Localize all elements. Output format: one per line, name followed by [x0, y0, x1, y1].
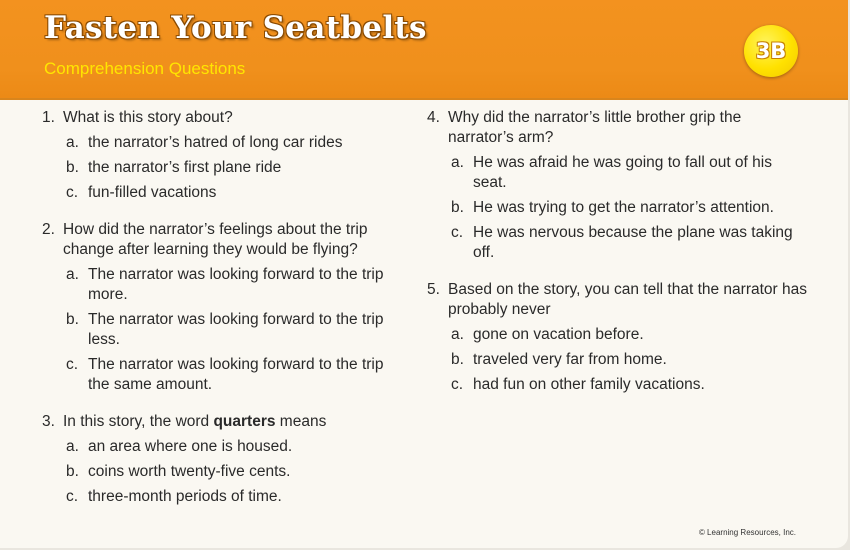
option-b: [42, 158, 387, 178]
card-badge: 3B: [744, 25, 798, 77]
question-text: [63, 412, 387, 432]
option-text: traveled very far from home.: [473, 351, 667, 368]
option-text: The narrator was looking forward to the trip less.: [88, 311, 384, 348]
vocabulary-word: quarters: [213, 413, 276, 430]
question-4: [427, 108, 807, 263]
option-a: [42, 133, 387, 153]
answer-options: [42, 437, 387, 507]
option-b: [427, 198, 807, 218]
question-2: [42, 220, 387, 395]
question-text: How did the narrator’s feelings about the trip change after learning they would be flying?: [63, 221, 368, 258]
option-letter: a.: [66, 134, 79, 151]
option-letter: c.: [66, 356, 79, 373]
option-text: The narrator was looking forward to the trip more.: [88, 266, 384, 303]
question-text: What is this story about?: [63, 109, 233, 126]
question-3: [42, 412, 387, 507]
question-text-start: In this story, the word: [63, 413, 214, 430]
option-text: gone on vacation before.: [473, 326, 644, 343]
question-number: 4.: [427, 109, 440, 126]
option-text: fun-filled vacations: [88, 184, 217, 201]
option-text: The narrator was looking forward to the trip the same amount.: [88, 356, 384, 393]
option-text: He was afraid he was going to fall out of his seat.: [473, 154, 772, 191]
option-text: He was nervous because the plane was taking off.: [473, 224, 793, 261]
option-letter: b.: [66, 311, 79, 328]
option-text: had fun on other family vacations.: [473, 376, 705, 393]
option-text: coins worth twenty-five cents.: [88, 463, 291, 480]
option-letter: b.: [451, 351, 464, 368]
option-letter: a.: [451, 154, 464, 171]
question-number: 5.: [427, 281, 440, 298]
option-text: the narrator’s hatred of long car rides: [88, 134, 343, 151]
option-b: [42, 462, 387, 482]
card-subtitle: Comprehension Questions: [44, 59, 246, 78]
option-letter: b.: [451, 199, 464, 216]
option-c: [427, 375, 807, 395]
question-text: Based on the story, you can tell that the narrator has probably never: [448, 281, 808, 318]
option-letter: b.: [66, 463, 79, 480]
option-a: [42, 437, 387, 457]
option-text: an area where one is housed.: [88, 438, 293, 455]
answer-options: [42, 265, 387, 395]
option-letter: a.: [451, 326, 464, 343]
option-text: He was trying to get the narrator’s attention.: [473, 199, 774, 216]
option-letter: b.: [66, 159, 79, 176]
option-c: [427, 223, 807, 263]
option-c: [42, 355, 387, 395]
card-title: Fasten Your Seatbelts: [44, 10, 427, 46]
question-5: [427, 280, 807, 395]
question-text-end: means: [275, 413, 327, 430]
option-text: the narrator’s first plane ride: [88, 159, 282, 176]
option-letter: c.: [66, 184, 79, 201]
option-b: [42, 310, 387, 350]
right-column: [427, 108, 807, 412]
option-a: [427, 153, 807, 193]
question-number: 3.: [42, 413, 55, 430]
question-1: [42, 108, 387, 203]
answer-options: [427, 325, 807, 395]
option-text: three-month periods of time.: [88, 488, 282, 505]
option-letter: a.: [66, 266, 79, 283]
option-letter: a.: [66, 438, 79, 455]
question-number: 1.: [42, 109, 55, 126]
copyright-notice: © Learning Resources, Inc.: [698, 528, 796, 537]
question-text: Why did the narrator’s little brother grip the narrator’s arm?: [448, 109, 742, 146]
card-header: [0, 0, 848, 100]
answer-options: [427, 153, 807, 263]
option-b: [427, 350, 807, 370]
option-letter: c.: [66, 488, 79, 505]
option-letter: c.: [451, 224, 464, 241]
option-letter: c.: [451, 376, 464, 393]
option-a: [42, 265, 387, 305]
answer-options: [42, 133, 387, 203]
option-a: [427, 325, 807, 345]
question-number: 2.: [42, 221, 55, 238]
option-c: [42, 183, 387, 203]
option-c: [42, 487, 387, 507]
left-column: [42, 108, 387, 524]
